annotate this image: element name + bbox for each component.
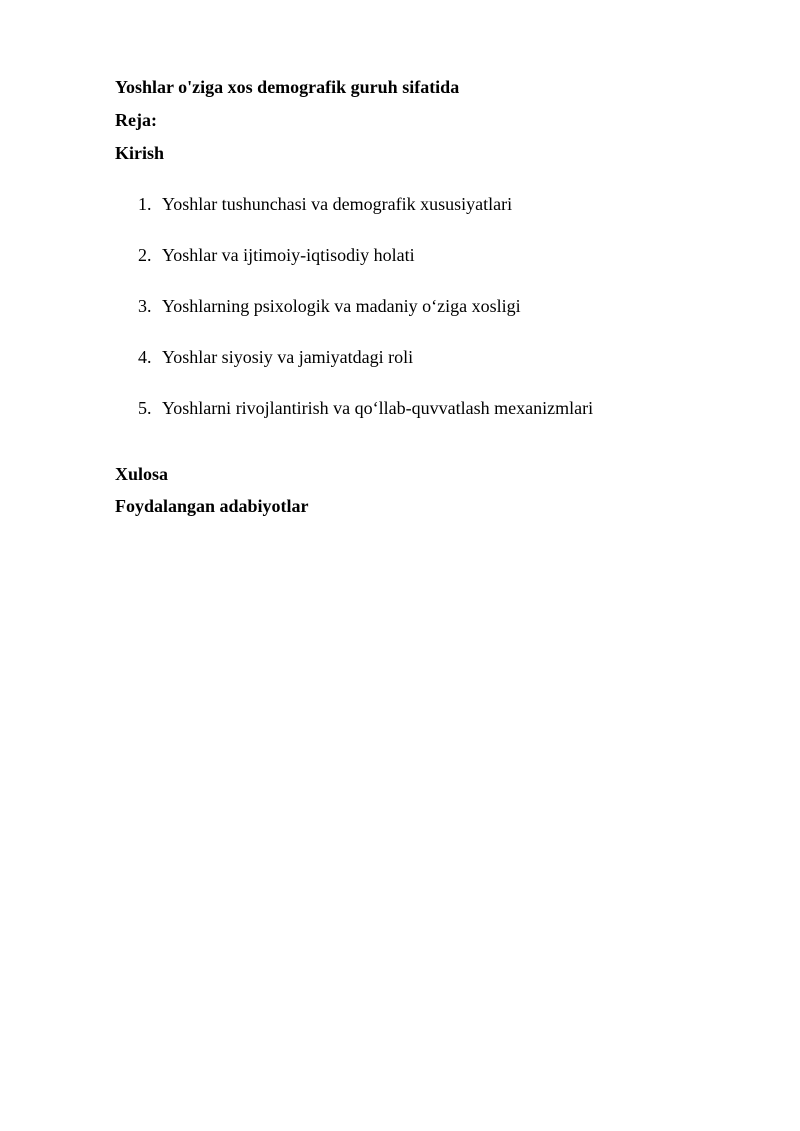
list-item-number: 3. xyxy=(138,296,152,316)
intro-heading: Kirish xyxy=(115,143,165,163)
list-item-text: Yoshlar tushunchasi va demografik xususiyatlari xyxy=(162,194,513,214)
document-title: Yoshlar o'ziga xos demografik guruh sifatida xyxy=(115,77,460,97)
plan-label: Reja: xyxy=(115,110,157,130)
list-item-number: 1. xyxy=(138,194,152,214)
conclusion-heading: Xulosa xyxy=(115,464,169,484)
list-item-number: 5. xyxy=(138,398,152,418)
list-item-text: Yoshlar siyosiy va jamiyatdagi roli xyxy=(162,347,414,367)
list-item-text: Yoshlar va ijtimoiy-iqtisodiy holati xyxy=(162,245,415,265)
references-heading: Foydalangan adabiyotlar xyxy=(115,496,309,516)
list-item-text: Yoshlarning psixologik va madaniy o‘ziga xosligi xyxy=(162,296,521,316)
list-item-number: 2. xyxy=(138,245,152,265)
list-item-number: 4. xyxy=(138,347,152,367)
list-item-text: Yoshlarni rivojlantirish va qo‘llab-quvvatlash mexanizmlari xyxy=(162,398,594,418)
